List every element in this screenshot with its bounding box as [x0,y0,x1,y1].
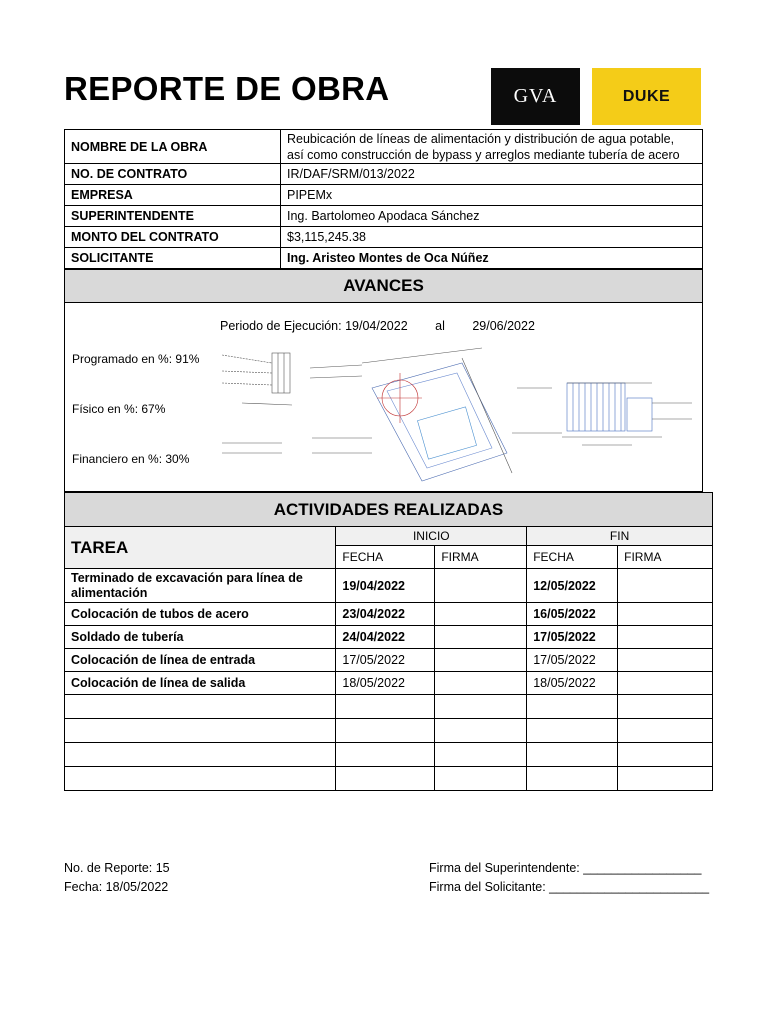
fisico-pct: Físico en %: 67% [72,402,166,416]
task-name: Terminado de excavación para línea de alimentación [65,569,336,603]
task-end-date: 17/05/2022 [527,626,618,649]
superintendent-signature-line: Firma del Superintendente: _________________ [429,861,702,875]
monto-label: MONTO DEL CONTRATO [65,227,281,248]
task-start-date: 19/04/2022 [336,569,435,603]
task-end-signature [618,569,713,603]
table-row [65,603,713,626]
obra-value [281,130,703,164]
task-end-signature [618,672,713,695]
superintendente-label: SUPERINTENDENTE [65,206,281,227]
empresa-label: EMPRESA [65,185,281,206]
fin-header: FIN [527,527,713,546]
task-end-signature [618,626,713,649]
task-name: Soldado de tubería [65,626,336,649]
fin-fecha-header: FECHA [527,546,618,569]
contrato-label: NO. DE CONTRATO [65,164,281,185]
table-row [65,626,713,649]
inicio-header: INICIO [336,527,527,546]
table-row [65,569,713,603]
obra-label: NOMBRE DE LA OBRA [65,130,281,164]
fin-firma-header: FIRMA [618,546,713,569]
periodo-fin: 29/06/2022 [472,319,535,333]
monto-value: $3,115,245.38 [281,227,703,248]
task-start-signature [435,626,527,649]
tarea-header: TAREA [65,527,336,569]
task-name: Colocación de tubos de acero [65,603,336,626]
actividades-header: ACTIVIDADES REALIZADAS [65,493,713,527]
periodo-al: al [435,319,445,333]
task-start-date: 18/05/2022 [336,672,435,695]
technical-drawing-image [222,343,710,483]
programado-pct: Programado en %: 91% [72,352,200,366]
task-start-date: 24/04/2022 [336,626,435,649]
task-end-signature [618,649,713,672]
avances-header: AVANCES [64,269,703,303]
task-start-date: 23/04/2022 [336,603,435,626]
obra-line-1: Reubicación de líneas de alimentación y distribución de agua potable, [287,131,675,146]
task-name: Colocación de línea de salida [65,672,336,695]
task-end-date: 16/05/2022 [527,603,618,626]
task-start-signature [435,649,527,672]
requester-signature-line: Firma del Solicitante: _______________________ [429,880,710,894]
empty-row [65,767,713,791]
empty-row [65,719,713,743]
actividades-table [64,492,713,791]
task-start-date: 17/05/2022 [336,649,435,672]
task-end-date: 18/05/2022 [527,672,618,695]
task-end-date: 17/05/2022 [527,649,618,672]
gva-logo: GVA [491,68,580,125]
empty-row [65,695,713,719]
financiero-pct: Financiero en %: 30% [72,452,190,466]
empresa-value: PIPEMx [281,185,703,206]
task-end-date: 12/05/2022 [527,569,618,603]
empty-row [65,743,713,767]
task-end-signature [618,603,713,626]
solicitante-label: SOLICITANTE [65,248,281,269]
obra-line-2: así como construcción de bypass y arreglos mediante tubería de acero [287,147,680,162]
periodo-inicio: Periodo de Ejecución: 19/04/2022 [220,319,408,333]
inicio-firma-header: FIRMA [435,546,527,569]
task-name: Colocación de línea de entrada [65,649,336,672]
report-title: REPORTE DE OBRA [64,70,390,107]
solicitante-value: Ing. Aristeo Montes de Oca Núñez [281,248,703,269]
superintendente-value: Ing. Bartolomeo Apodaca Sánchez [281,206,703,227]
contract-info-table [64,129,703,269]
table-row [65,649,713,672]
task-start-signature [435,672,527,695]
duke-logo: DUKE [592,68,701,125]
contrato-value: IR/DAF/SRM/013/2022 [281,164,703,185]
inicio-fecha-header: FECHA [336,546,435,569]
table-row [65,672,713,695]
periodo-ejecucion [220,319,535,333]
report-date: Fecha: 18/05/2022 [64,880,169,894]
task-start-signature [435,569,527,603]
task-start-signature [435,603,527,626]
report-number: No. de Reporte: 15 [64,861,170,875]
